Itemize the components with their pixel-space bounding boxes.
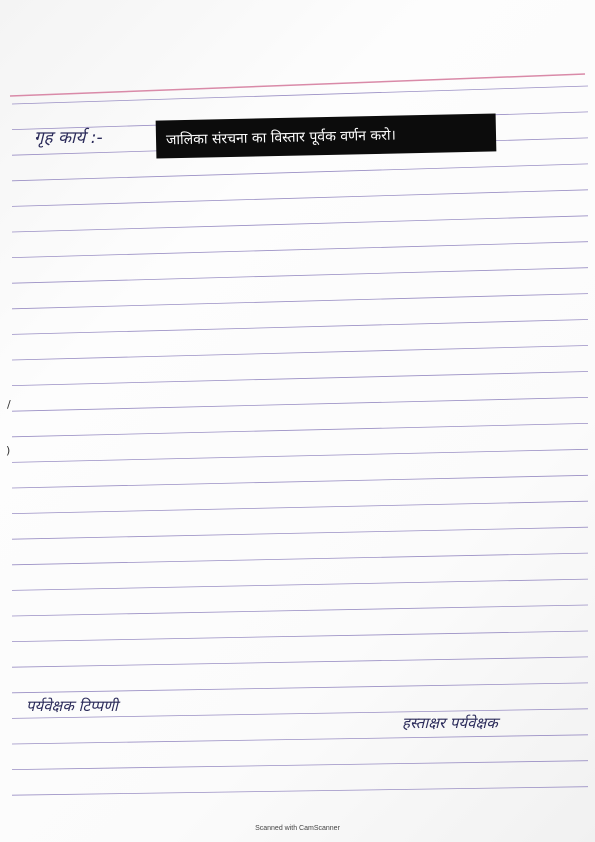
margin-mark: / [7, 398, 11, 411]
ruled-line [12, 216, 588, 232]
ruled-line [12, 553, 588, 565]
ruled-line [12, 320, 588, 335]
ruled-line [12, 86, 588, 104]
scanner-watermark: Scanned with CamScanner [255, 825, 340, 832]
ruled-line [12, 735, 588, 744]
ruled-line [12, 372, 588, 386]
ruled-line [12, 242, 588, 258]
question-highlight [156, 113, 497, 158]
ruled-line [12, 761, 588, 770]
ruled-line [12, 631, 588, 642]
ruled-line [12, 268, 588, 284]
ruled-line [12, 449, 588, 462]
ruled-line [12, 501, 588, 513]
homework-label: गृह कार्य :- [34, 128, 103, 148]
signature-label: हस्ताक्षर पर्यवेक्षक [402, 714, 498, 732]
ruled-line [12, 527, 588, 539]
ruled-line [12, 605, 588, 616]
margin-mark: ) [6, 444, 11, 457]
ruled-line [12, 423, 588, 436]
ruled-line [12, 346, 588, 361]
ruled-line [12, 190, 588, 207]
ruled-line [12, 787, 588, 796]
ruled-line [12, 164, 588, 181]
ruled-line [12, 475, 588, 488]
ruled-line [12, 294, 588, 309]
ruled-line [12, 657, 588, 667]
ruled-line [12, 683, 588, 693]
observer-note-label: पर्यवेक्षक टिप्पणी [26, 697, 118, 715]
ruled-line [12, 579, 588, 590]
ruled-line [12, 397, 588, 411]
top-margin-rule [10, 74, 585, 96]
question-text: जालिका संरचना का विस्तार पूर्वक वर्णन करो। [165, 127, 396, 148]
